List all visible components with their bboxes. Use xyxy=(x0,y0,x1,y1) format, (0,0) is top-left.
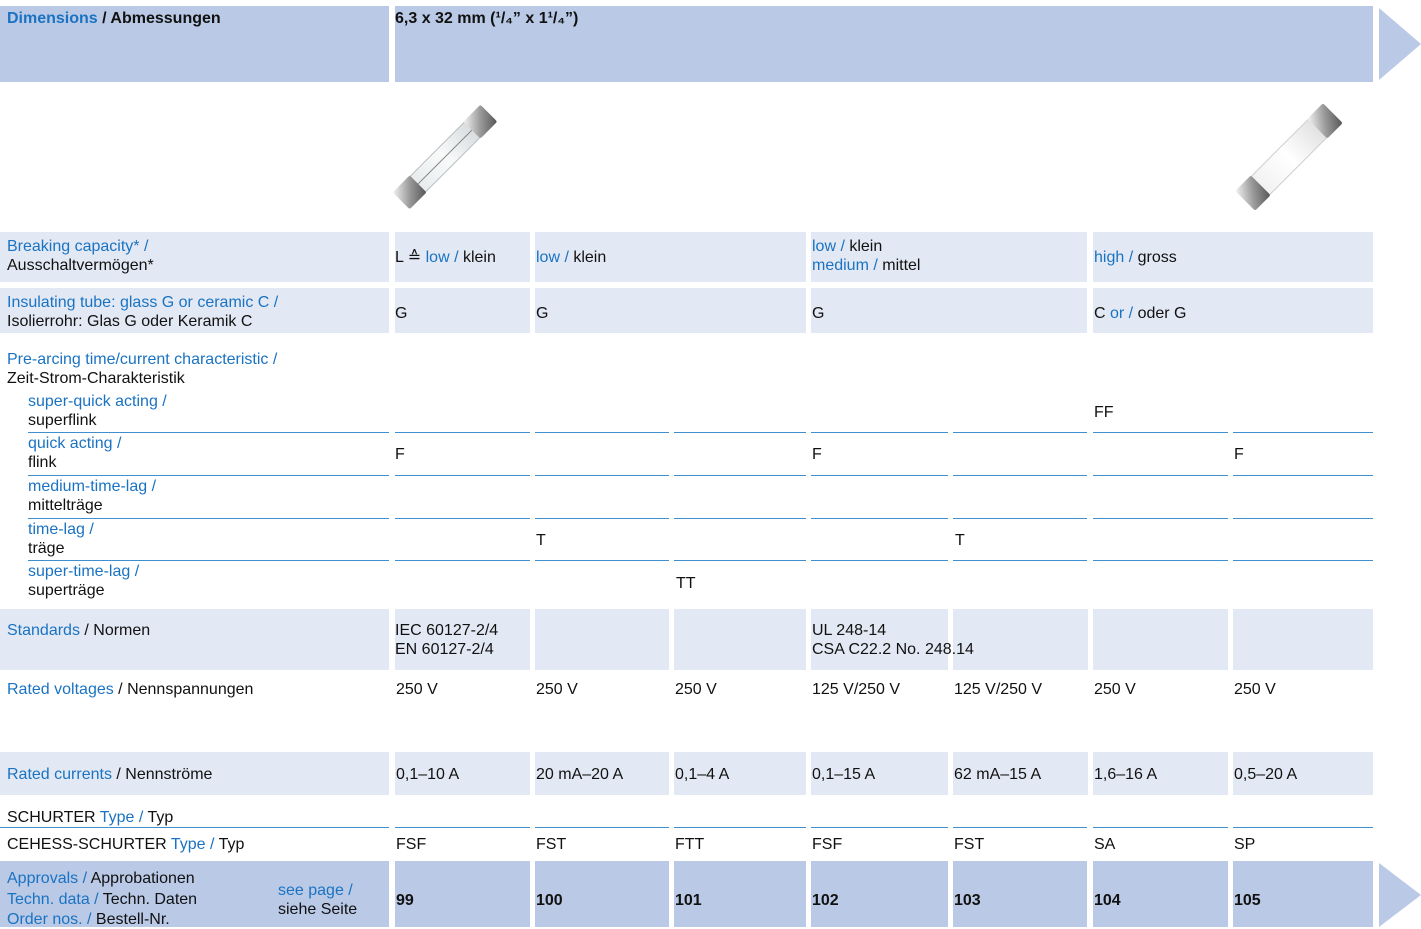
char-ff: FF xyxy=(1094,404,1114,421)
char-f-col7: F xyxy=(1234,446,1244,463)
separator-line xyxy=(535,518,669,519)
char-super-quick-label: super-quick acting / superflink xyxy=(28,393,167,429)
cell-gap xyxy=(1228,609,1233,670)
standards-row-bg xyxy=(0,609,1373,670)
separator-line xyxy=(811,475,948,476)
char-label: Pre-arcing time/current characteristic / Zeit-Strom-Charakteristik xyxy=(7,351,278,387)
current-value: 0,1–15 A xyxy=(812,766,876,783)
char-quick-label: quick acting / flink xyxy=(28,435,122,471)
char-tt-col3: TT xyxy=(676,575,696,592)
page-number-link[interactable]: 101 xyxy=(675,892,702,909)
separator-line xyxy=(674,827,806,828)
separator-line xyxy=(811,827,948,828)
separator-line xyxy=(1233,827,1373,828)
tube-col1: G xyxy=(395,305,408,322)
separator-line xyxy=(1093,560,1228,561)
cell-gap xyxy=(669,609,674,670)
footer-arrow-icon xyxy=(1379,863,1421,927)
breaking-col2: low / klein xyxy=(536,249,607,266)
current-value: 1,6–16 A xyxy=(1094,766,1158,783)
current-value: 0,1–4 A xyxy=(675,766,730,783)
separator-line xyxy=(811,518,948,519)
cell-gap xyxy=(530,609,535,670)
separator-line xyxy=(953,475,1087,476)
separator-line xyxy=(28,560,389,561)
breaking-label: Breaking capacity* / Ausschaltvermögen* xyxy=(7,238,154,274)
header-arrow-icon xyxy=(1379,8,1421,80)
tube-col2: G xyxy=(536,305,549,322)
breaking-col6: high / gross xyxy=(1094,249,1177,266)
page-number-link[interactable]: 105 xyxy=(1234,892,1261,909)
separator-line xyxy=(28,518,389,519)
see-page-label: see page / siehe Seite xyxy=(278,882,358,918)
voltage-value: 250 V xyxy=(1234,681,1276,698)
current-value: 62 mA–15 A xyxy=(954,766,1042,783)
glass-fuse-image xyxy=(378,92,513,222)
separator-line xyxy=(811,560,948,561)
cell-gap xyxy=(806,609,811,670)
page-number-link[interactable]: 102 xyxy=(812,892,839,909)
separator-line xyxy=(953,432,1087,433)
voltages-label: Rated voltages / Nennspannungen xyxy=(7,681,254,698)
voltage-value: 125 V/250 V xyxy=(954,681,1043,698)
page-number-link[interactable]: 103 xyxy=(954,892,981,909)
standards-iec: IEC 60127-2/4 EN 60127-2/4 xyxy=(395,622,499,658)
char-time-lag-label: time-lag / träge xyxy=(28,521,94,557)
separator-line xyxy=(1093,475,1228,476)
tube-label: Insulating tube: glass G or ceramic C / Isolierrohr: Glas G oder Keramik C xyxy=(7,294,279,330)
standards-ul: UL 248-14 CSA C22.2 No. 248.14 xyxy=(812,622,974,658)
cell-gap xyxy=(948,752,953,795)
char-t-col5: T xyxy=(955,532,965,549)
tube-col4: G xyxy=(812,305,825,322)
cell-gap xyxy=(530,752,535,795)
cell-gap xyxy=(669,752,674,795)
separator-line xyxy=(1233,560,1373,561)
char-f-col4: F xyxy=(812,446,822,463)
type-value: SP xyxy=(1234,836,1256,853)
separator-line xyxy=(953,518,1087,519)
char-medium-label: medium-time-lag / mittelträge xyxy=(28,478,157,514)
separator-line xyxy=(1233,475,1373,476)
current-value: 0,5–20 A xyxy=(1234,766,1298,783)
current-value: 20 mA–20 A xyxy=(536,766,624,783)
separator-line xyxy=(1093,827,1228,828)
separator-line xyxy=(535,560,669,561)
type-value: SA xyxy=(1094,836,1116,853)
current-value: 0,1–10 A xyxy=(396,766,460,783)
separator-line xyxy=(0,827,389,828)
separator-line xyxy=(395,560,530,561)
separator-line xyxy=(953,827,1087,828)
cell-gap xyxy=(806,752,811,795)
separator-line xyxy=(535,475,669,476)
separator-line xyxy=(674,432,806,433)
ceramic-fuse-image xyxy=(1222,92,1357,222)
approvals-labels: Approvals / Approbationen Techn. data / Techn. Daten Order nos. / Bestell-Nr. xyxy=(7,870,198,928)
voltage-value: 125 V/250 V xyxy=(812,681,901,698)
separator-line xyxy=(395,475,530,476)
separator-line xyxy=(674,560,806,561)
separator-line xyxy=(674,475,806,476)
separator-line xyxy=(1233,518,1373,519)
voltage-value: 250 V xyxy=(675,681,717,698)
separator-line xyxy=(395,432,530,433)
char-f-col1: F xyxy=(395,446,405,463)
separator-line xyxy=(395,827,530,828)
type-value: FTT xyxy=(675,836,705,853)
separator-line xyxy=(535,432,669,433)
separator-line xyxy=(811,432,948,433)
separator-line xyxy=(28,475,389,476)
separator-line xyxy=(674,518,806,519)
cell-gap xyxy=(1088,609,1093,670)
cehess-type-label: CEHESS-SCHURTER Type / Typ xyxy=(7,836,245,853)
cell-gap xyxy=(1088,752,1093,795)
cell-gap xyxy=(389,752,395,795)
separator-line xyxy=(395,518,530,519)
page-number-link[interactable]: 100 xyxy=(536,892,563,909)
separator-line xyxy=(953,560,1087,561)
type-value: FSF xyxy=(812,836,843,853)
separator-line xyxy=(1093,432,1228,433)
type-value: FST xyxy=(536,836,567,853)
size-text: 6,3 x 32 mm (¹/₄” x 1¹/₄”) xyxy=(395,10,579,27)
separator-line xyxy=(535,827,669,828)
voltage-value: 250 V xyxy=(1094,681,1136,698)
type-value: FSF xyxy=(396,836,427,853)
schurter-type-label: SCHURTER Type / Typ xyxy=(7,809,174,826)
page-number-link[interactable]: 104 xyxy=(1094,892,1121,909)
type-value: FST xyxy=(954,836,985,853)
dimensions-label: Dimensions / Abmessungen xyxy=(7,10,221,27)
char-t-col2: T xyxy=(536,532,546,549)
voltage-value: 250 V xyxy=(396,681,438,698)
breaking-col4: low / klein medium / mittel xyxy=(812,238,921,274)
page-cell xyxy=(395,861,530,927)
breaking-col1: L ≙ low / klein xyxy=(395,249,496,266)
separator-line xyxy=(1233,432,1373,433)
tube-col6: C or / oder G xyxy=(1094,305,1187,322)
page-number-link[interactable]: 99 xyxy=(396,892,414,909)
separator-line xyxy=(28,432,389,433)
separator-line xyxy=(1093,518,1228,519)
currents-label: Rated currents / Nennströme xyxy=(7,766,213,783)
cell-gap xyxy=(1228,752,1233,795)
standards-label: Standards / Normen xyxy=(7,622,151,639)
voltage-value: 250 V xyxy=(536,681,578,698)
char-super-time-lag-label: super-time-lag / superträge xyxy=(28,563,140,599)
